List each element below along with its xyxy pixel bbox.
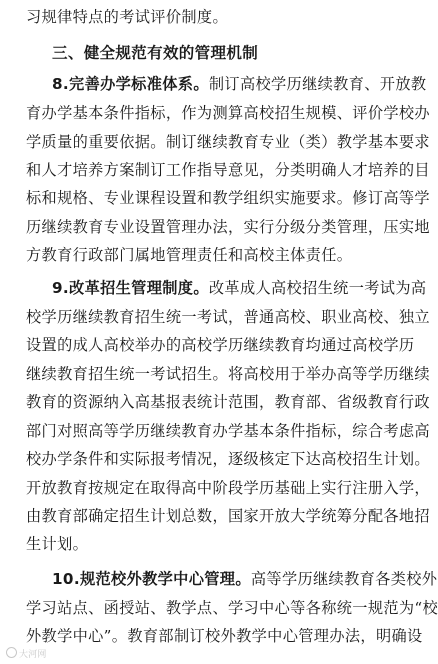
paragraph-text: 改革成人高校招生统一考试为高 — [208, 279, 427, 297]
item-10-title: 10.规范校外教学中心管理。 — [52, 570, 251, 588]
paragraph-text: 和人才培养方案制订工作指导意见，分类明确人才培养的目 — [26, 161, 430, 179]
paragraph-text: 教育的资源纳入高基报表统计范围，教育部、省级教育行政 — [26, 393, 430, 411]
paragraph-text: 由教育部确定招生计划总数，国家开放大学统筹分配各地招 — [26, 507, 430, 525]
text-line — [26, 157, 430, 183]
text-line — [26, 129, 430, 155]
section-heading — [52, 40, 410, 66]
paragraph-text: 外教学中心”。教育部制订校外教学中心管理办法，明确设 — [26, 627, 423, 645]
paragraph-text: 继续教育招生统一考试招生。将高校用于举办高等学历继续 — [26, 365, 430, 383]
paragraph-text: 学习站点、函授站、教学点、学习中心等各称统一规范为“校 — [26, 599, 438, 617]
item-8-title: 8.完善办学标准体系。 — [52, 75, 209, 93]
paragraph-text: 方教育行政部门属地管理责任和高校主体责任。 — [26, 246, 353, 264]
paragraph-text: 校办学条件和实际报考情况，逐级核定下达高校招生计划。 — [26, 450, 430, 468]
text-line — [26, 389, 430, 415]
paragraph-text: 育办学基本条件指标，作为测算高校招生规模、评价学校办 — [26, 104, 430, 122]
text-line — [26, 304, 430, 330]
paragraph-text: 学质量的重要依据。制订继续教育专业（类）教学基本要求 — [26, 133, 430, 151]
paragraph-text: 历继续教育专业设置管理办法，实行分级分类管理，压实地 — [26, 218, 430, 236]
text-line — [26, 418, 430, 444]
text-line — [26, 100, 430, 126]
paragraph-text: 部门对照高等学历继续教育办学基本条件指标，综合考虑高 — [26, 422, 430, 440]
text-line — [26, 185, 430, 211]
text-line — [26, 214, 430, 240]
paragraph-text: 制订高校学历继续教育、开放教 — [208, 75, 427, 93]
text-line — [26, 242, 410, 268]
text-line — [52, 71, 427, 97]
paragraph-text: 校学历继续教育招生统一考试，普通高校、职业高校、独立 — [26, 308, 430, 326]
text-line — [26, 332, 415, 358]
watermark-text: 大河网 — [19, 650, 47, 660]
text-line — [26, 595, 438, 621]
section-heading-text: 三、健全规范有效的管理机制 — [52, 44, 259, 62]
paragraph-text: 设置的成人高校举办的高校学历继续教育均通过高校学历 — [26, 336, 415, 354]
text-line — [26, 475, 430, 501]
text-line — [26, 361, 430, 387]
paragraph-text: 高等学历继续教育各类校外 — [250, 570, 438, 588]
item-9-title: 9.改革招生管理制度。 — [52, 279, 209, 297]
text-line — [26, 531, 410, 557]
paragraph-text: 标和规格、专业课程设置和教学组织实施要求。修订高等学 — [26, 189, 430, 207]
watermark-logo-icon — [6, 647, 17, 658]
text-line — [26, 4, 410, 30]
text-line — [26, 623, 423, 649]
paragraph-text: 习规律特点的考试评价制度。 — [26, 8, 228, 26]
text-line — [26, 503, 430, 529]
watermark — [6, 647, 47, 660]
paragraph-text: 开放教育按规定在取得高中阶段学历基础上实行注册入学， — [26, 479, 430, 497]
text-line — [52, 275, 427, 301]
paragraph-text: 生计划。 — [26, 535, 89, 553]
text-line — [52, 566, 438, 592]
text-line — [26, 446, 430, 472]
